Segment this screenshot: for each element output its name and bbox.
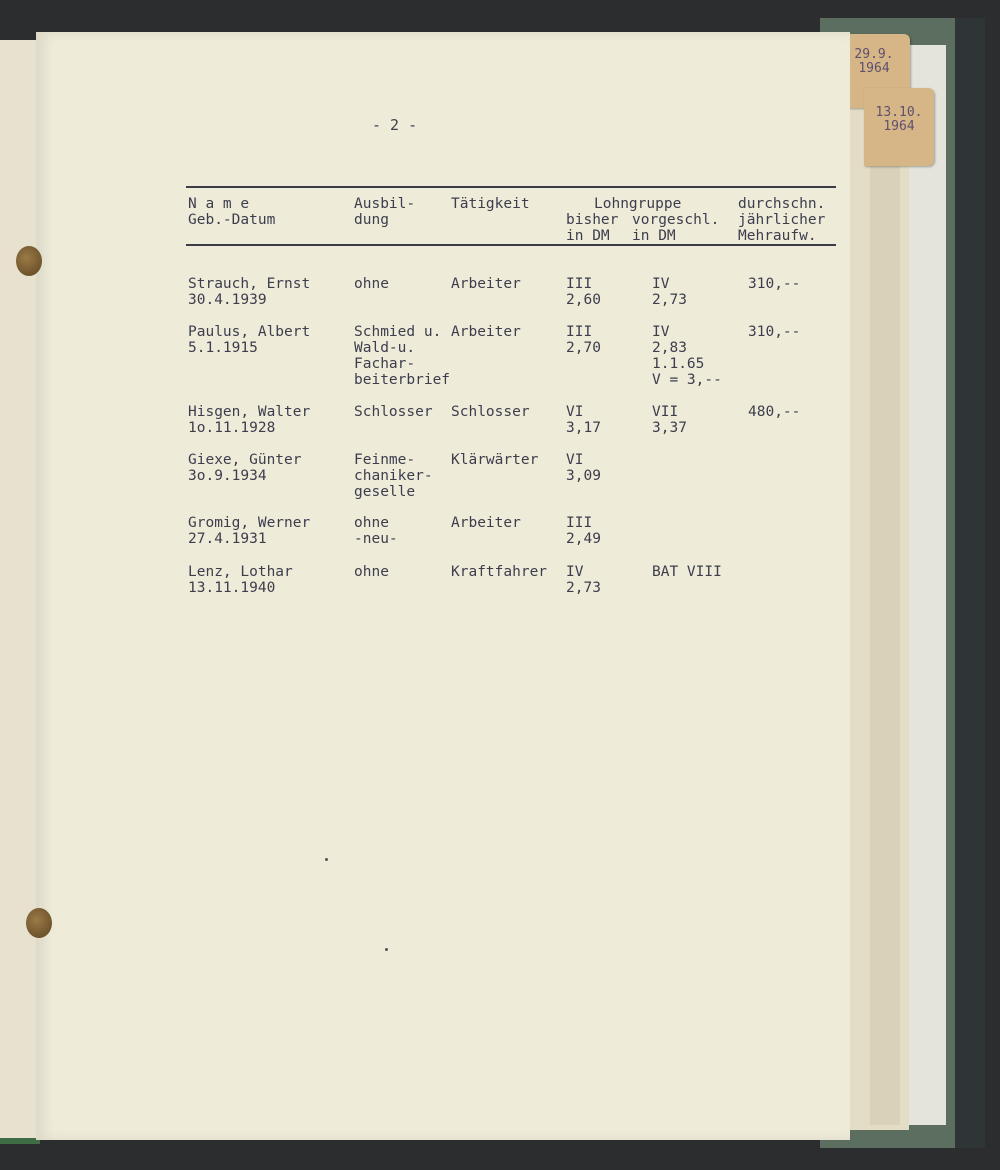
cell-bisher: 2,49 — [566, 531, 601, 547]
document-page — [36, 32, 850, 1140]
cell-vorgeschl: 2,83 — [652, 340, 687, 356]
header-mehraufw: durchschn. — [738, 196, 826, 212]
cell-taetigkeit: Schlosser — [451, 404, 530, 420]
date-tab-1-day: 29.9. — [854, 47, 894, 62]
cell-bisher: 3,17 — [566, 420, 601, 436]
cell-bisher: VI — [566, 452, 584, 468]
cell-name: Lenz, Lothar — [188, 564, 293, 580]
cell-name: 5.1.1915 — [188, 340, 258, 356]
cell-bisher: VI — [566, 404, 584, 420]
cell-taetigkeit: Arbeiter — [451, 276, 521, 292]
cell-bisher: III — [566, 276, 593, 292]
cell-ausbildung: ohne — [354, 564, 389, 580]
cell-mehraufw: 310,-- — [748, 276, 801, 292]
header-bisher: bisher — [566, 212, 619, 228]
cell-vorgeschl: VII — [652, 404, 679, 420]
cell-ausbildung: ohne — [354, 276, 389, 292]
cell-vorgeschl: V = 3,-- — [652, 372, 722, 388]
header-lohngruppe: Lohngruppe — [594, 196, 682, 212]
cell-vorgeschl: IV — [652, 276, 670, 292]
cell-ausbildung: geselle — [354, 484, 416, 500]
binder-ring-top — [16, 246, 42, 276]
binder-ring-bottom — [26, 908, 52, 938]
cell-name: 1o.11.1928 — [188, 420, 276, 436]
date-tab-2-year: 1964 — [883, 119, 915, 134]
cell-bisher: III — [566, 515, 593, 531]
cell-ausbildung: Schlosser — [354, 404, 433, 420]
cell-ausbildung: ohne — [354, 515, 389, 531]
table-top-rule — [186, 186, 836, 188]
cell-mehraufw: 310,-- — [748, 324, 801, 340]
cell-name: Giexe, Günter — [188, 452, 302, 468]
page-number: - 2 - — [372, 116, 418, 134]
stray-mark — [385, 948, 388, 951]
cell-vorgeschl: IV — [652, 324, 670, 340]
date-tab-2[interactable] — [864, 88, 934, 166]
cell-ausbildung: Fachar- — [354, 356, 416, 372]
header-name: N a m e — [188, 196, 250, 212]
cell-name: 27.4.1931 — [188, 531, 267, 547]
cell-name: Paulus, Albert — [188, 324, 311, 340]
header-bisher: in DM — [566, 228, 610, 244]
cell-taetigkeit: Arbeiter — [451, 324, 521, 340]
cell-name: Gromig, Werner — [188, 515, 311, 531]
cell-bisher: 3,09 — [566, 468, 601, 484]
cell-vorgeschl: 3,37 — [652, 420, 687, 436]
date-tab-2-day: 13.10. — [875, 105, 923, 120]
left-cover-strip — [0, 1138, 40, 1144]
cell-taetigkeit: Arbeiter — [451, 515, 521, 531]
cell-mehraufw: 480,-- — [748, 404, 801, 420]
cell-bisher: 2,70 — [566, 340, 601, 356]
cell-ausbildung: Feinme- — [354, 452, 416, 468]
cell-ausbildung: Schmied u. — [354, 324, 442, 340]
header-mehraufw: jährlicher — [738, 212, 826, 228]
binder-edge — [955, 18, 985, 1148]
stray-mark — [325, 858, 328, 861]
cell-ausbildung: chaniker- — [354, 468, 433, 484]
date-tab-1-year: 1964 — [858, 61, 890, 76]
header-taetigkeit: Tätigkeit — [451, 196, 530, 212]
cell-name: 3o.9.1934 — [188, 468, 267, 484]
header-ausbildung: Ausbil- — [354, 196, 416, 212]
cell-ausbildung: -neu- — [354, 531, 398, 547]
cell-vorgeschl: 1.1.65 — [652, 356, 705, 372]
cell-name: Strauch, Ernst — [188, 276, 311, 292]
header-vorgeschl: in DM — [632, 228, 676, 244]
cell-taetigkeit: Klärwärter — [451, 452, 539, 468]
cell-name: 30.4.1939 — [188, 292, 267, 308]
cell-ausbildung: beiterbrief — [354, 372, 451, 388]
header-ausbildung: dung — [354, 212, 389, 228]
cell-taetigkeit: Kraftfahrer — [451, 564, 548, 580]
cell-name: Hisgen, Walter — [188, 404, 311, 420]
cell-ausbildung: Wald-u. — [354, 340, 416, 356]
cell-bisher: III — [566, 324, 593, 340]
cell-vorgeschl: BAT VIII — [652, 564, 722, 580]
cell-bisher: IV — [566, 564, 584, 580]
header-name: Geb.-Datum — [188, 212, 276, 228]
cell-name: 13.11.1940 — [188, 580, 276, 596]
table-header-rule — [186, 244, 836, 246]
page-stack-shadow — [870, 70, 900, 1125]
header-mehraufw: Mehraufw. — [738, 228, 817, 244]
cell-vorgeschl: 2,73 — [652, 292, 687, 308]
cell-bisher: 2,60 — [566, 292, 601, 308]
cell-bisher: 2,73 — [566, 580, 601, 596]
header-vorgeschl: vorgeschl. — [632, 212, 720, 228]
